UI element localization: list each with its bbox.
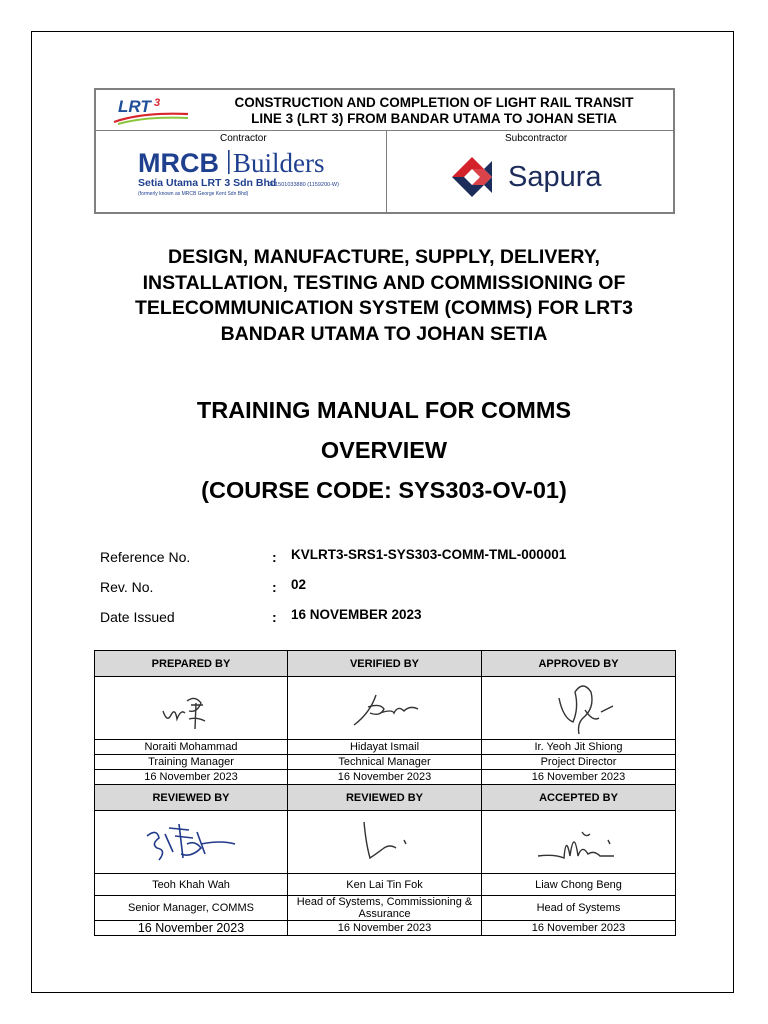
signature-icon bbox=[340, 683, 430, 733]
reviewer-title: Senior Manager, COMMS bbox=[95, 896, 288, 921]
main-title-line-3: TELECOMMUNICATION SYSTEM (COMMS) FOR LRT3 bbox=[135, 297, 633, 319]
review-date: 16 November 2023 bbox=[288, 921, 482, 936]
signature-row-1 bbox=[95, 677, 676, 740]
review-header-row bbox=[95, 785, 676, 811]
accepted-by-header: ACCEPTED BY bbox=[482, 785, 676, 811]
review-date: 16 November 2023 bbox=[482, 921, 676, 936]
signature-cell bbox=[482, 677, 676, 740]
dates-row-1 bbox=[95, 770, 676, 785]
approver-title: Project Director bbox=[482, 755, 676, 770]
main-title-line-2: INSTALLATION, TESTING AND COMMISSIONING OF bbox=[142, 271, 626, 294]
approval-table bbox=[94, 650, 676, 936]
approver-title: Technical Manager bbox=[288, 755, 482, 770]
signature-icon bbox=[529, 678, 629, 738]
approval-date: 16 November 2023 bbox=[482, 770, 676, 785]
date-field bbox=[100, 609, 660, 629]
approval-header-row bbox=[95, 651, 676, 677]
document-main-title bbox=[60, 245, 708, 347]
header-project-title bbox=[214, 95, 654, 127]
header-top-row bbox=[96, 90, 673, 131]
svg-text:LRT: LRT bbox=[118, 97, 151, 116]
reference-field bbox=[100, 549, 660, 569]
manual-title-line-2: OVERVIEW bbox=[320, 437, 448, 463]
approved-by-header: APPROVED BY bbox=[482, 651, 676, 677]
signature-cell bbox=[95, 811, 288, 874]
header-title-line-2: LINE 3 (LRT 3) FROM BANDAR UTAMA TO JOHAN SETIA bbox=[251, 111, 617, 126]
signature-icon bbox=[131, 814, 251, 870]
signature-icon bbox=[524, 814, 634, 870]
contractor-label: Contractor bbox=[220, 133, 267, 144]
signature-icon bbox=[151, 683, 231, 733]
names-row-2 bbox=[95, 874, 676, 896]
titles-row-2 bbox=[95, 896, 676, 921]
signature-row-2 bbox=[95, 811, 676, 874]
reviewer-name: Liaw Chong Beng bbox=[482, 874, 676, 896]
review-date: 16 November 2023 bbox=[95, 921, 288, 936]
signature-cell bbox=[95, 677, 288, 740]
revision-label: Rev. No. bbox=[100, 579, 154, 595]
reviewed-by-header: REVIEWED BY bbox=[288, 785, 482, 811]
verified-by-header: VERIFIED BY bbox=[288, 651, 482, 677]
revision-field bbox=[100, 579, 660, 599]
revision-value: 02 bbox=[291, 577, 307, 592]
manual-title-line-3: (COURSE CODE: SYS303-OV-01) bbox=[201, 477, 567, 503]
revision-colon: : bbox=[272, 579, 277, 595]
reviewed-by-header: REVIEWED BY bbox=[95, 785, 288, 811]
reference-colon: : bbox=[272, 549, 277, 565]
prepared-by-header: PREPARED BY bbox=[95, 651, 288, 677]
signature-cell bbox=[288, 811, 482, 874]
approver-name: Ir. Yeoh Jit Shiong bbox=[482, 740, 676, 755]
mrcb-company: Setia Utama LRT 3 Sdn Bhd bbox=[138, 177, 277, 189]
subcontractor-label: Subcontractor bbox=[505, 133, 568, 144]
header-title-line-1: CONSTRUCTION AND COMPLETION OF LIGHT RAIL TRANSIT bbox=[234, 95, 634, 110]
project-header bbox=[94, 88, 675, 214]
mrcb-brand-right: Builders bbox=[233, 148, 325, 178]
reviewer-title: Head of Systems, Commissioning & Assurance bbox=[288, 896, 482, 921]
mrcb-brand-left: MRCB bbox=[138, 148, 219, 178]
signature-icon bbox=[340, 814, 430, 870]
manual-title bbox=[60, 393, 708, 508]
signature-cell bbox=[288, 677, 482, 740]
reference-value: KVLRT3-SRS1-SYS303-COMM-TML-000001 bbox=[291, 547, 567, 562]
reference-label: Reference No. bbox=[100, 549, 191, 565]
date-colon: : bbox=[272, 609, 277, 625]
date-value: 16 NOVEMBER 2023 bbox=[291, 607, 422, 622]
date-label: Date Issued bbox=[100, 609, 175, 625]
mrcb-builders-logo bbox=[136, 146, 356, 206]
lrt3-logo-icon bbox=[112, 94, 190, 126]
approver-name: Hidayat Ismail bbox=[288, 740, 482, 755]
mrcb-reg-no: 201501033880 (1159200-W) bbox=[269, 182, 339, 188]
main-title-line-4: BANDAR UTAMA TO JOHAN SETIA bbox=[220, 322, 548, 345]
reviewer-name: Ken Lai Tin Fok bbox=[288, 874, 482, 896]
mrcb-formerly: (formerly known as MRCB George Kent Sdn Bhd) bbox=[138, 191, 249, 197]
reviewer-title: Head of Systems bbox=[482, 896, 676, 921]
signature-cell bbox=[482, 811, 676, 874]
main-title-line-1: DESIGN, MANUFACTURE, SUPPLY, DELIVERY, bbox=[168, 246, 600, 268]
sapura-text: Sapura bbox=[508, 161, 602, 193]
header-bottom-row bbox=[96, 131, 673, 212]
approval-date: 16 November 2023 bbox=[95, 770, 288, 785]
reviewer-name: Teoh Khah Wah bbox=[95, 874, 288, 896]
header-divider bbox=[386, 131, 387, 212]
dates-row-2 bbox=[95, 921, 676, 936]
approval-date: 16 November 2023 bbox=[288, 770, 482, 785]
titles-row-1 bbox=[95, 755, 676, 770]
svg-text:3: 3 bbox=[154, 97, 161, 109]
names-row-1 bbox=[95, 740, 676, 755]
sapura-logo bbox=[446, 149, 626, 207]
approver-title: Training Manager bbox=[95, 755, 288, 770]
approver-name: Noraiti Mohammad bbox=[95, 740, 288, 755]
manual-title-line-1: TRAINING MANUAL FOR COMMS bbox=[196, 397, 572, 423]
